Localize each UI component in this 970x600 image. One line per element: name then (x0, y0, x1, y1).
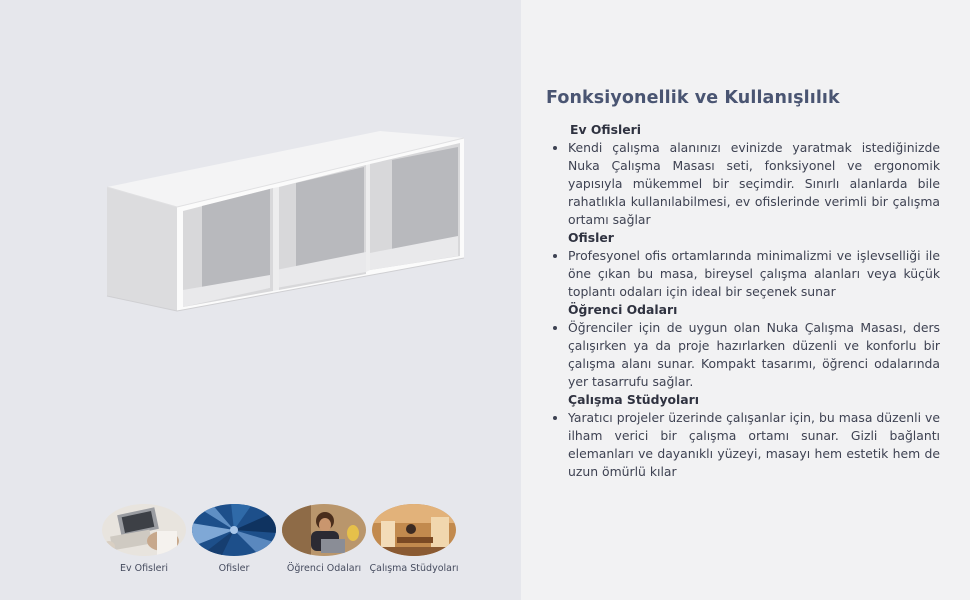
usage-thumbnails (101, 503, 471, 583)
section-heading: Çalışma Stüdyoları (568, 392, 700, 407)
thumb-label: Ev Ofisleri (119, 563, 169, 574)
section-text: Profesyonel ofis ortamlarında minimalizmi ve işlevselliği ile öne çıkan bu masa, bireysel çalışma alanları veya küçük toplantı odaları için ideal bir seçenek sunar (550, 247, 940, 301)
section-text: Öğrenciler için de uygun olan Nuka Çalışma Masası, ders çalışırken ya da proje hazırlarken düzenli ve konforlu bir çalışma alanı sunar. Kompakt tasarımı, öğrenci odalarında yer tasarrufu sağlar. (550, 319, 940, 391)
section-text: Kendi çalışma alanınızı evinizde yaratmak istediğinizde Nuka Çalışma Masası seti, fonksiyonel ve ergonomik yapısıyla mükemmel bir seçimdir. Sınırlı alanlarda bile rahatlıkla kullanılabilmesi, ev ofislerinde verimli bir çalışma ortamı sağlar (550, 139, 940, 229)
section-text: Yaratıcı projeler üzerinde çalışanlar için, bu masa düzenli ve ilham verici bir çalışma ortamı sunar. Gizli bağlantı elemanları ve dayanıklı yüzeyi, masayı hem estetik hem de uzun ömürlü kılar (550, 409, 940, 481)
thumb-label: Öğrenci Odaları (286, 563, 362, 574)
home-office-photo-icon (101, 503, 187, 557)
student-room-photo-icon (281, 503, 367, 557)
section-heading: Ev Ofisleri (570, 122, 641, 137)
thumb-offices[interactable] (191, 503, 277, 574)
thumb-studios[interactable] (369, 503, 459, 574)
office-buildings-photo-icon (191, 503, 277, 557)
thumb-student-rooms[interactable] (281, 503, 367, 574)
section-heading: Ofisler (568, 230, 614, 245)
thumb-label: Ofisler (218, 563, 250, 574)
usage-sections (550, 121, 940, 481)
section-heading: Öğrenci Odaları (568, 302, 678, 317)
thumb-home-office[interactable] (101, 503, 187, 574)
page-title: Fonksiyonellik ve Kullanışlılık (546, 88, 840, 108)
studio-photo-icon (371, 503, 457, 557)
thumb-label: Çalışma Stüdyoları (369, 563, 459, 574)
